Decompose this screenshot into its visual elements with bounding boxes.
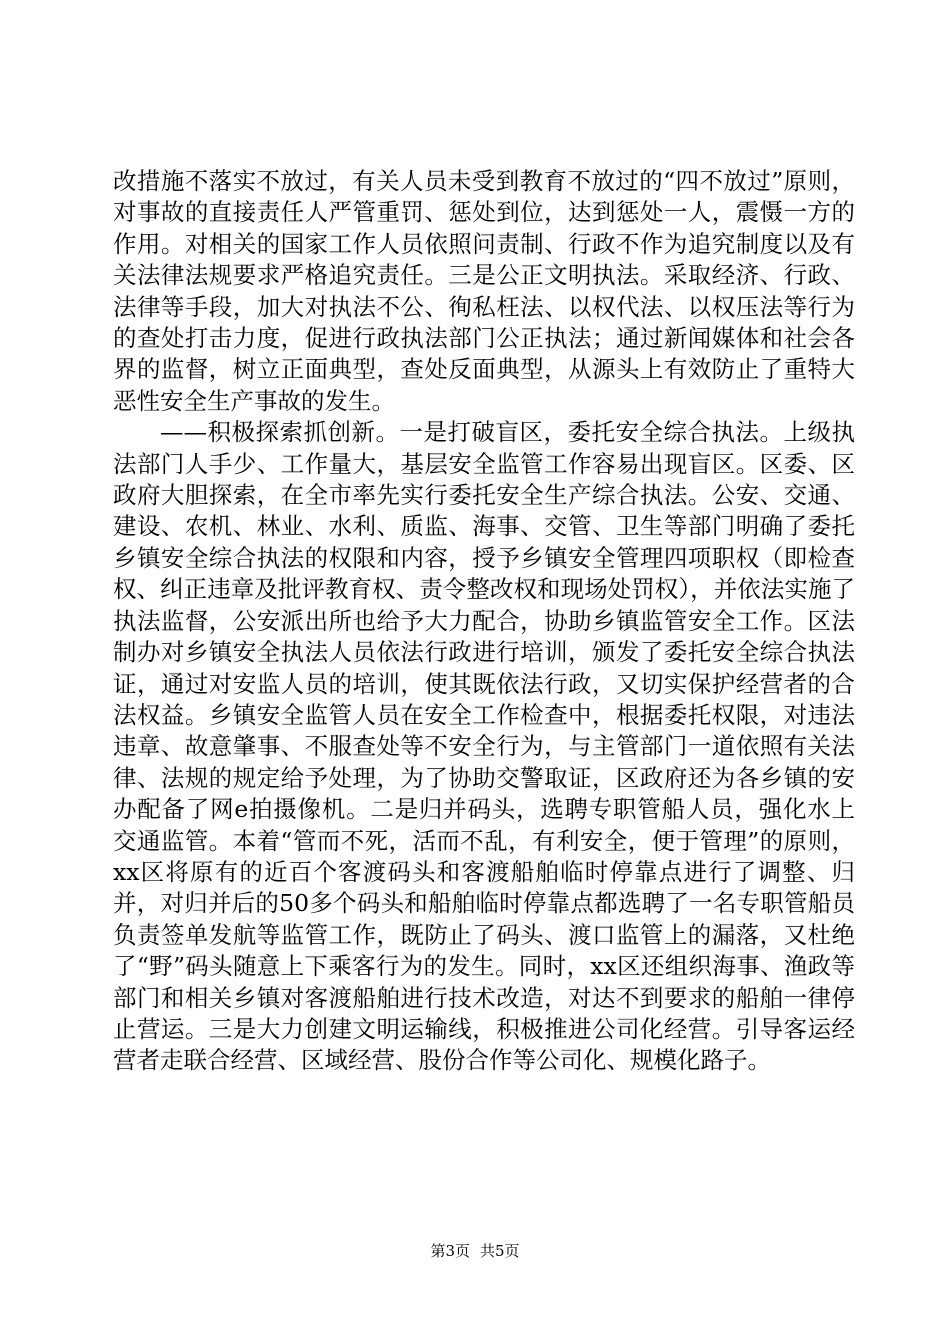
page-number-current: 第3页 — [430, 1242, 470, 1260]
page-footer — [0, 1240, 950, 1261]
paragraph-continued: 改措施不落实不放过，有关人员未受到教育不放过的“四不放过”原则，对事故的直接责任人严管重罚、惩处到位，达到惩处一人，震慑一方的作用。对相关的国家工作人员依照问责制、行政不作为追究制度以及有关法律法规要求严格追究责任。三是公正文明执法。采取经济、行政、法律等手段，加大对执法不公、徇私枉法、以权代法、以权压法等行为的查处打击力度，促进行政执法部门公正执法；通过新闻媒体和社会各界的监督，树立正面典型，查处反面典型，从源头上有效防止了重特大恶性安全生产事故的发生。 — [113, 167, 855, 415]
page-number-total: 共5页 — [480, 1242, 520, 1260]
paragraph-innovation: ——积极探索抓创新。一是打破盲区，委托安全综合执法。上级执法部门人手少、工作量大，基层安全监管工作容易出现盲区。区委、区政府大胆探索，在全市率先实行委托安全生产综合执法。公安、交通、建设、农机、林业、水利、质监、海事、交管、卫生等部门明确了委托乡镇安全综合执法的权限和内容，授予乡镇安全管理四项职权（即检查权、纠正违章及批评教育权、责令整改权和现场处罚权），并依法实施了执法监督，公安派出所也给予大力配合，协助乡镇监管安全工作。区法制办对乡镇安全执法人员依法行政进行培训，颁发了委托安全综合执法证，通过对安监人员的培训，使其既依法行政，又切实保护经营者的合法权益。乡镇安全监管人员在安全工作检查中，根据委托权限，对违法违章、故意肇事、不服查处等不安全行为，与主管部门一道依照有关法律、法规的规定给予处理，为了协助交警取证，区政府还为各乡镇的安办配备了网e拍摄像机。二是归并码头，选聘专职管船人员，强化水上交通监管。本着“管而不死，活而不乱，有利安全，便于管理”的原则，xx区将原有的近百个客渡码头和客渡船舶临时停靠点进行了调整、归并，对归并后的50多个码头和船舶临时停靠点都选聘了一名专职管船员负责签单发航等监管工作，既防止了码头、渡口监管上的漏落，又杜绝了“野”码头随意上下乘客行为的发生。同时，xx区还组织海事、渔政等部门和相关乡镇对客渡船舶进行技术改造，对达不到要求的船舶一律停止营运。三是大力创建文明运输线，积极推进公司化经营。引导客运经营者走联合经营、区域经营、股份合作等公司化、规模化路子。 — [113, 418, 855, 1075]
document-body — [113, 166, 855, 1077]
